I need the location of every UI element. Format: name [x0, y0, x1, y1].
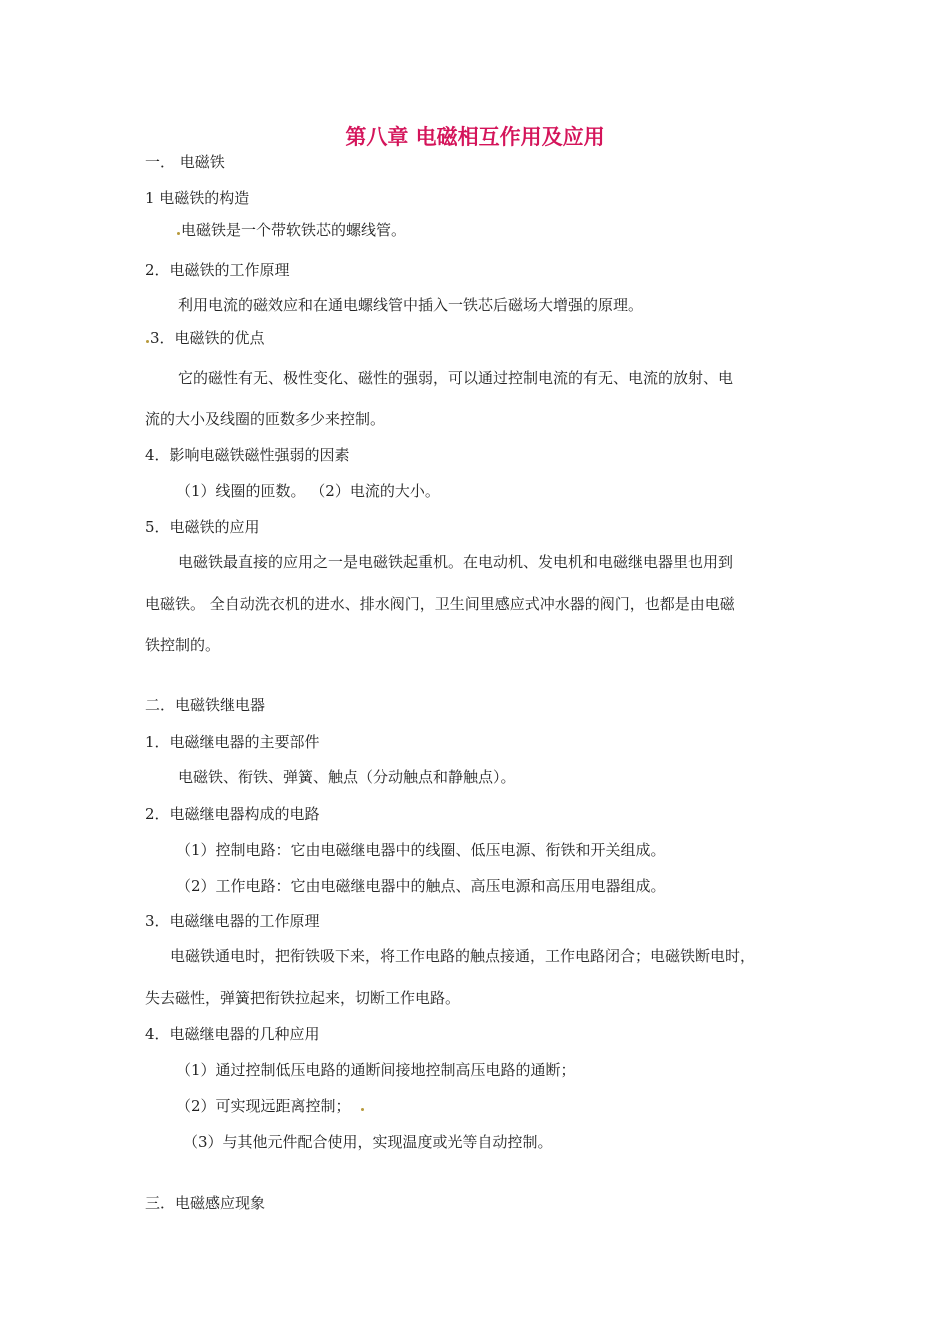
section-2-heading: 二．电磁铁继电器: [145, 696, 266, 714]
section-2-item-4-text-3: （3）与其他元件配合使用，实现温度或光等自动控制。: [183, 1133, 553, 1151]
section-1-item-3-heading-content: 3．电磁铁的优点: [150, 329, 265, 347]
section-2-item-2-text-2: （2）工作电路：它由电磁继电器中的触点、高压电源和高压用电器组成。: [176, 877, 666, 895]
page-title: 第八章 电磁相互作用及应用: [345, 125, 605, 149]
dot-mark: [361, 1108, 364, 1111]
dot-mark: [146, 340, 149, 343]
section-2-item-3-text-2: 失去磁性，弹簧把衔铁拉起来，切断工作电路。: [145, 989, 461, 1007]
section-1-item-1-text-content: 电磁铁是一个带软铁芯的螺线管。: [181, 221, 407, 239]
section-2-item-4-text-1: （1）通过控制低压电路的通断间接地控制高压电路的通断；: [176, 1061, 576, 1079]
section-2-item-2-text-1: （1）控制电路：它由电磁继电器中的线圈、低压电源、衔铁和开关组成。: [176, 841, 666, 859]
section-1-item-5-text-2: 电磁铁。 全自动洗衣机的进水、排水阀门，卫生间里感应式冲水器的阀门，也都是由电磁: [145, 595, 735, 613]
dot-mark: [177, 232, 180, 235]
section-1-item-2-heading: 2．电磁铁的工作原理: [145, 261, 290, 279]
section-2-item-3-text-1: 电磁铁通电时，把衔铁吸下来，将工作电路的触点接通，工作电路闭合；电磁铁断电时，: [170, 947, 756, 965]
section-1-item-3-text-2: 流的大小及线圈的匝数多少来控制。: [145, 410, 386, 428]
section-1-heading: 一． 电磁铁: [145, 153, 225, 171]
section-2-item-2-heading: 2．电磁继电器构成的电路: [145, 805, 320, 823]
section-1-item-3-heading: [145, 328, 265, 348]
section-2-item-1-heading: 1．电磁继电器的主要部件: [145, 733, 320, 751]
section-1-item-2-text: 利用电流的磁效应和在通电螺线管中插入一铁芯后磁场大增强的原理。: [178, 296, 644, 314]
section-3-heading: 三．电磁感应现象: [145, 1194, 266, 1212]
section-1-item-1-text: [176, 220, 406, 240]
section-2-item-4-text-2: [176, 1096, 365, 1116]
section-1-item-4-heading: 4．影响电磁铁磁性强弱的因素: [145, 446, 350, 464]
section-2-item-1-text: 电磁铁、衔铁、弹簧、触点（分动触点和静触点）。: [178, 768, 516, 786]
section-1-item-5-text-1: 电磁铁最直接的应用之一是电磁铁起重机。在电动机、发电机和电磁继电器里也用到: [178, 553, 734, 571]
section-1-item-3-text-1: 它的磁性有无、极性变化、磁性的强弱，可以通过控制电流的有无、电流的放射、电: [178, 369, 734, 387]
section-1-item-5-text-3: 铁控制的。: [145, 636, 221, 654]
section-1-item-5-heading: 5．电磁铁的应用: [145, 518, 260, 536]
section-2-item-4-heading: 4．电磁继电器的几种应用: [145, 1025, 320, 1043]
section-2-item-3-heading: 3．电磁继电器的工作原理: [145, 912, 320, 930]
section-2-item-4-text-2-content: （2）可实现远距离控制；: [176, 1097, 351, 1115]
section-1-item-4-text: （1）线圈的匝数。 （2）电流的大小。: [176, 482, 440, 500]
section-1-item-1-heading: 1 电磁铁的构造: [145, 189, 250, 207]
